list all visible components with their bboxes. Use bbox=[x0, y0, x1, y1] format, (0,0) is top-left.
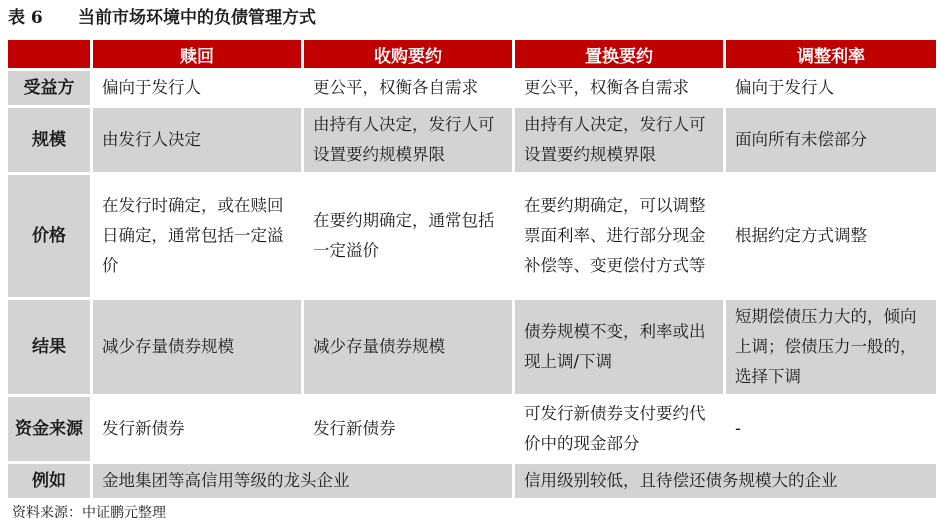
table-cell: 减少存量债券规模 bbox=[93, 300, 304, 397]
table-row bbox=[8, 68, 936, 108]
table-cell: 债券规模不变，利率或出现上调/下调 bbox=[515, 300, 726, 397]
table-cell: 在要约期确定，可以调整票面利率、进行部分现金补偿等、变更偿付方式等 bbox=[515, 175, 726, 300]
table-cell: 更公平，权衡各自需求 bbox=[304, 68, 515, 108]
table-cell: 更公平，权衡各自需求 bbox=[515, 68, 726, 108]
table-cell: 偏向于发行人 bbox=[93, 68, 304, 108]
table-number: 表 6 bbox=[8, 8, 43, 28]
table-cell: 由发行人决定 bbox=[93, 108, 304, 175]
header-row bbox=[8, 40, 936, 68]
row-header: 规模 bbox=[8, 108, 93, 175]
table-cell: 在要约期确定，通常包括一定溢价 bbox=[304, 175, 515, 300]
table-cell: 发行新债券 bbox=[304, 397, 515, 464]
table-cell-merged: 信用级别较低，且待偿还债务规模大的企业 bbox=[515, 464, 936, 501]
table-cell: 在发行时确定，或在赎回日确定，通常包括一定溢价 bbox=[93, 175, 304, 300]
table-cell: - bbox=[726, 397, 936, 464]
table-cell: 由持有人决定，发行人可设置要约规模界限 bbox=[304, 108, 515, 175]
table-cell: 面向所有未偿部分 bbox=[726, 108, 936, 175]
row-header: 价格 bbox=[8, 175, 93, 300]
table-cell: 减少存量债券规模 bbox=[304, 300, 515, 397]
table-row bbox=[8, 397, 936, 464]
table-row bbox=[8, 464, 936, 501]
row-header: 资金来源 bbox=[8, 397, 93, 464]
row-header: 结果 bbox=[8, 300, 93, 397]
table-cell: 偏向于发行人 bbox=[726, 68, 936, 108]
header-exchange-offer: 置换要约 bbox=[515, 40, 726, 68]
source-note: 资料来源：中证鹏元整理 bbox=[12, 505, 166, 521]
table-row bbox=[8, 108, 936, 175]
table-cell: 短期偿债压力大的，倾向上调；偿债压力一般的，选择下调 bbox=[726, 300, 936, 397]
table-title bbox=[8, 7, 316, 29]
header-corner bbox=[8, 40, 93, 68]
table-row bbox=[8, 300, 936, 397]
table-row bbox=[8, 175, 936, 300]
row-header: 受益方 bbox=[8, 68, 93, 108]
table-cell: 根据约定方式调整 bbox=[726, 175, 936, 300]
header-redemption: 赎回 bbox=[93, 40, 304, 68]
header-rate-adjustment: 调整利率 bbox=[726, 40, 936, 68]
table-cell: 发行新债券 bbox=[93, 397, 304, 464]
debt-management-table bbox=[8, 40, 936, 501]
table-cell: 由持有人决定，发行人可设置要约规模界限 bbox=[515, 108, 726, 175]
table-cell: 可发行新债券支付要约代价中的现金部分 bbox=[515, 397, 726, 464]
table-cell-merged: 金地集团等高信用等级的龙头企业 bbox=[93, 464, 515, 501]
row-header: 例如 bbox=[8, 464, 93, 501]
table-title-text: 当前市场环境中的负债管理方式 bbox=[78, 8, 316, 28]
header-tender-offer: 收购要约 bbox=[304, 40, 515, 68]
